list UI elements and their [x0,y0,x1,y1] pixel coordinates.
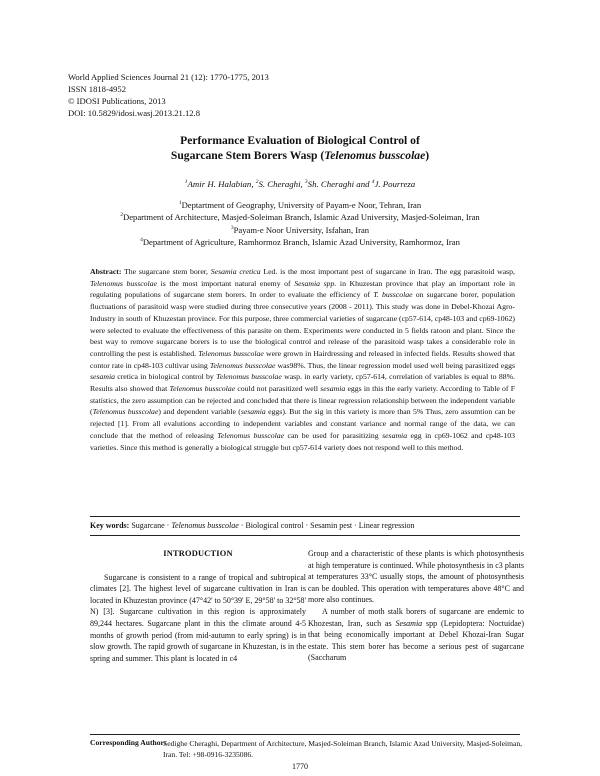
affiliation [0,224,600,236]
body-italic: Sesamia [395,618,423,628]
author-name: Sh. Cheraghi and [307,179,372,189]
body-text: spp (Lepidoptera: Noctuidae) that being economically important at Debel Khozai-Iran Sugar estate. This stem borer has become a serious pest of sugarcane (Saccharum [308,618,524,663]
abstract-italic: Telenomus busscolae [92,407,159,417]
abstract-text: cretica in biological control by [114,372,217,382]
affiliation [0,236,600,248]
abstract-text: is the most important natural enemy of [157,278,295,288]
author-name: J. Pourreza [374,179,416,189]
affiliation-sup: 1 [178,200,182,207]
author-sup: 3 [304,179,308,186]
affiliation-text: Payam-e Noor University, Isfahan, Iran [233,224,370,235]
abstract-italic: Telenomus busscolae [198,348,264,358]
abstract-italic: Telenomus busscolae [217,430,285,440]
abstract-italic: T. busscolae [373,290,413,300]
title-line-2-end: ) [425,149,430,162]
title-line-1: Performance Evaluation of Biological Control of [180,134,420,147]
author-sup: 4 [371,179,375,186]
body-paragraph: Sugarcane is consistent to a range of tropical and subtropical climates [2]. The highest level of sugarcane cultivation in Iran is located in Khuzestan province (47°42' to 50°39' E, 29°58' to 32°58' N) [3]. Sugarcane cultivation in this region is approximately 89,244 hectares. Sugarcane plant in this the climate around 4-5 months of growth period (from mid-autumn to early spring) is in slow growth. The rapid growth of sugarcane in Khuzestan, is in the spring and summer. This plant is located in c4 [90,572,306,663]
author-list [0,179,600,189]
abstract-text: egg in cp69-1062 and cp48-103 varieties. Since this method is generally a biological struggle but cp57-614 variety does not respond well to this method. [90,430,515,452]
author-sup: 2 [255,179,259,186]
journal-citation: World Applied Sciences Journal 21 (12): 1770-1775, 2013 [68,72,269,82]
abstract-text: were grown in Hairdressing and released in infected fields. Results showed that contor rate in cp48-103 cultivar using [90,348,515,370]
abstract-italic: Telenomus busscolae [169,384,236,394]
affiliation-sup: 2 [120,212,124,219]
abstract-text: eggs). But the sig in this variety is more than 5% Thus, zero assumtion can be rejected [1]. From all evalutions according to independent variables and constant variance and normal range of the data, we can conclude that the method of releasing [90,407,516,440]
title-line-2 [0,148,600,163]
affiliation [0,211,600,223]
abstract-text: can be used for parasitizing [284,430,383,440]
abstract-text: Led. is the most important pest of sugarcane in Iran. The egg parasitoid wasp, [260,267,515,276]
left-column [90,548,306,664]
paper-title [0,133,600,163]
affiliation [0,199,600,211]
abstract-text: The sugarcane stem borer, [121,267,211,276]
section-heading: INTRODUCTION [163,549,233,558]
right-column [308,548,524,664]
keyword-text: · Biological control · Sesamin pest · Linear regression [238,521,415,530]
abstract-italic: sesamia [320,384,346,394]
abstract-text: was98%. Thus, the linear regression model used well being parasitized eggs [275,360,515,370]
keywords-top-rule [90,516,520,517]
author-name: S. Cheraghi, [258,179,305,189]
affiliation-text: Department of Architecture, Masjed-Soleiman Branch, Islamic Azad University, Masjed-Soleiman, Iran [123,212,480,223]
body-paragraph: Group and a characteristic of these plants is which photosynthesis at high temperature is continued. While photosynthesis in c3 plants at temperatures 33°C usually stops, the amount of photosynthesis can be doubled. This operation with temperatures above 48°C and more also continues. [308,549,524,605]
corresponding-author-text: Sedighe Cheraghi, Department of Architecture, Masjed-Soleiman Branch, Islamic Azad University, Masjed-Soleiman, Iran. Tel: +98-0916-3235086. [163,739,523,760]
abstract [90,266,515,453]
affiliation-text: Department of Agriculture, Ramhormoz Branch, Islamic Azad University, Ramhormoz, Iran [142,237,460,248]
affiliation-sup: 3 [230,224,234,231]
footer-rule [90,734,520,735]
keyword-text: Sugarcane · [129,521,172,530]
keyword-italic: Telenomus busscolae [171,521,239,530]
abstract-italic: Sesamia cretica [210,267,261,276]
corresponding-author-label: Corresponding Author: [90,738,167,747]
abstract-text: wasp. in early variety, cp57-614, correlation of variables is equal to 88%. Results also showed that [90,372,515,394]
journal-copyright: © IDOSI Publications, 2013 [68,96,166,106]
journal-issn: ISSN 1818-4952 [68,84,127,94]
author-name: Amir H. Halabian, [187,179,256,189]
keywords-label: Key words: [90,521,130,530]
title-species: Telenomus busscolae [324,149,426,162]
abstract-text: on sugarcane borer, population fluctuations of parasitoid wasp were studied during three consecutive years (2008 - 2011). This study was done in Debel-Khozai Agro-Industry in south of Khuzestan province. For this purpose, three commercial varieties of sugarcane (cp57-614, cp48-103 and cp69-1062) were selected to evaluate the effectiveness of this parasite on them. Experiments were conducted in 5 fields ratoon and plant. Since the best way to remove sugarcane borers is to use the biological control and release of the parasitoid wasp takes a considerable role in controlling the pest is established. [90,290,515,358]
journal-header [68,71,269,119]
abstract-italic: Telenomus busscolae [90,278,158,288]
affiliation-list [0,199,600,249]
affiliation-sup: 4 [140,237,143,244]
abstract-text: in Khuzestan province that play an important role in regulating populations of sugarcane stem borers. In order to evaluate the efficiency of [90,278,515,300]
body-text: A number of moth stalk borers of sugarcane are endemic to Khozestan, Iran, such as [308,606,524,628]
author-sup: 1 [184,179,188,186]
affiliation-text: Deptartment of Geography, University of Payam-e Noor, Tehran, Iran [181,200,422,210]
abstract-italic: sesamia [382,430,408,440]
abstract-italic: Sesamia spp. [294,278,337,288]
keywords [90,521,520,530]
abstract-text: could not parasitized well [235,384,321,394]
body-paragraph [308,606,524,664]
abstract-italic: sesamia [240,407,266,417]
abstract-label: Abstract: [90,267,122,276]
abstract-text: ) and dependent variable ( [158,407,241,417]
abstract-italic: Telenomus busscolae [209,360,276,370]
abstract-text: eggs in this the early variety. According to Table of F statistics, the zero assumption can be rejected and concluded that there is linear regression relationship between the independent variable ( [90,384,516,417]
abstract-italic: sesamia [90,372,115,382]
title-line-2-text: Sugarcane Stem Borers Wasp ( [170,149,325,162]
journal-doi: DOI: 10.5829/idosi.wasj.2013.21.12.8 [68,108,201,118]
page-number: 1770 [292,762,308,771]
abstract-italic: Telenomus busscolae [216,372,282,382]
keywords-bottom-rule [90,535,520,536]
